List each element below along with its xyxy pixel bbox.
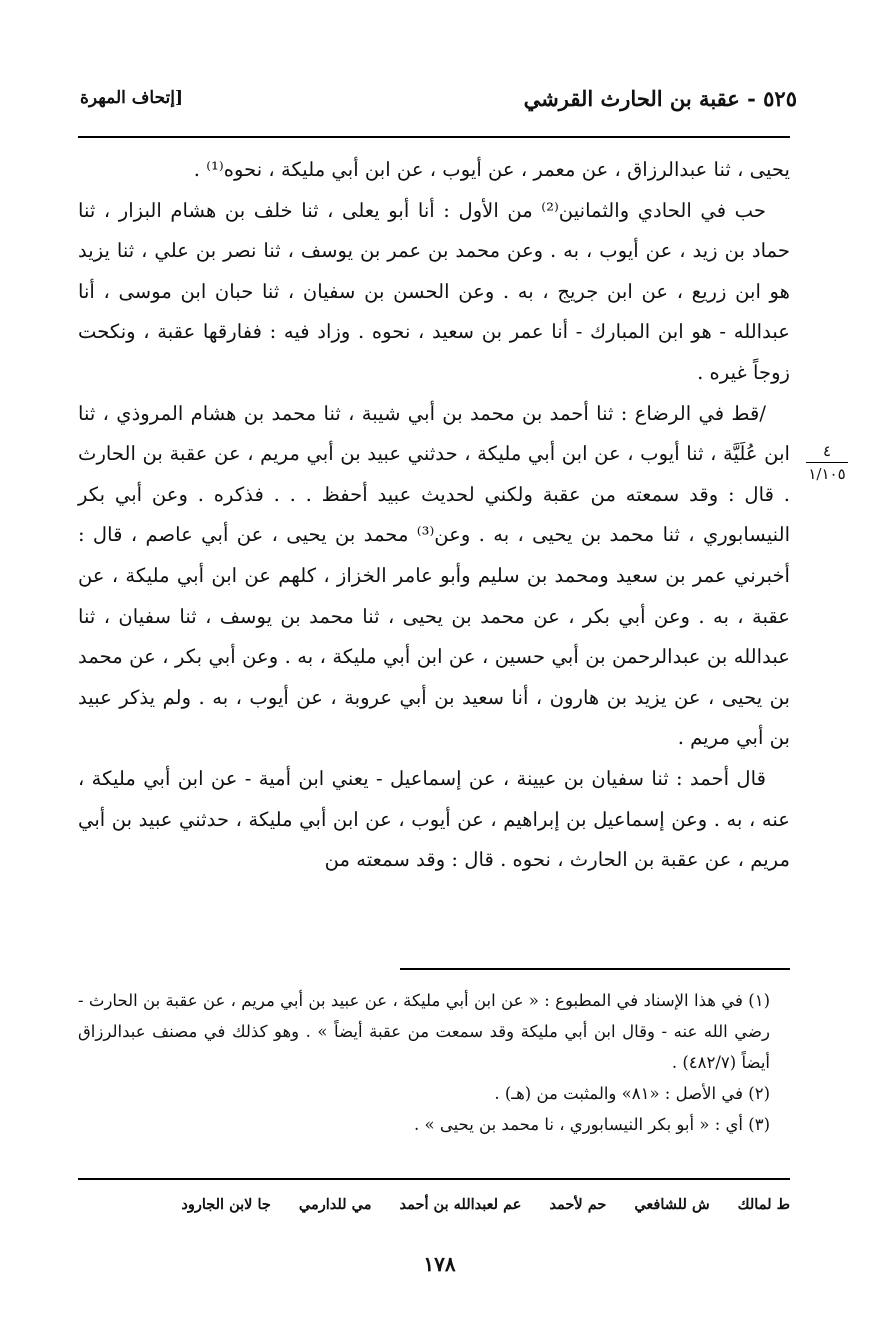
margin-divider — [806, 462, 848, 463]
footnote: (٢) في الأصل : «٨١» والمثبت من (هـ) . — [494, 1084, 770, 1103]
margin-reference — [806, 442, 848, 483]
paragraph: حب في الحادي والثمانين⁽²⁾ من الأول : أنا أبو يعلى ، ثنا خلف بن هشام البزار ، ثنا حماد بن زيد ، عن أيوب ، به . وعن محمد بن عمر بن يوسف ، ثنا نصر بن علي ، ثنا يزيد هو ابن زريع ، عن ابن جريج ، به . وعن الحسن بن سفيان ، ثنا حبان ابن موسى ، أنا عبدالله - هو ابن المبارك - أنا عمر بن سعيد ، نحوه . وزاد فيه : ففارقها عقبة ، ونكحت زوجاً غيره . — [78, 198, 790, 384]
page-number: ١٧٨ — [423, 1252, 456, 1276]
paragraph: يحيى ، ثنا عبدالرزاق ، عن معمر ، عن أيوب ، عن ابن أبي مليكة ، نحوه⁽¹⁾ . — [193, 158, 790, 181]
footnote: (٣) أي : « أبو بكر النيسابوري ، نا محمد بن يحيى » . — [413, 1115, 770, 1134]
main-text — [78, 150, 790, 881]
abbreviation: مي للدارمي — [298, 1196, 372, 1213]
chapter-title: ٥٢٥ - عقبة بن الحارث القرشي — [523, 86, 797, 111]
footnote: (١) في هذا الإسناد في المطبوع : « عن ابن أبي مليكة ، عن عبيد بن أبي مريم ، عن عقبة بن الحارث - رضي الله عنه - وقال ابن أبي مليكة وقد سمعت من عقبة أيضاً » . وهو كذلك في مصنف عبدالرزاق أيضاً (٤٨٢/٧) . — [78, 991, 770, 1072]
page-header — [80, 86, 797, 126]
margin-volume: ٤ — [822, 442, 832, 460]
abbreviation: عم لعبدالله بن أحمد — [399, 1196, 522, 1213]
abbreviation: جا لابن الجارود — [181, 1196, 271, 1213]
paragraph: /قط في الرضاع : ثنا أحمد بن محمد بن أبي شيبة ، ثنا محمد بن هشام المروذي ، ثنا ابن عُلَيَّة ، ثنا أيوب ، عن ابن أبي مليكة ، حدثني عبيد بن أبي مريم ، عن عقبة بن الحارث . قال : وقد سمعته من عقبة ولكني لحديث عبيد أحفظ . . . فذكره . وعن أبي بكر النيسابوري ، ثنا محمد بن يحيى ، به . وعن⁽³⁾ محمد بن يحيى ، عن أبي عاصم ، قال : أخبرني عمر بن سعيد ومحمد بن سليم وأبو عامر الخزاز ، كلهم عن ابن أبي مليكة ، عن عقبة ، به . وعن أبي بكر ، عن محمد بن يحيى ، ثنا محمد بن يوسف ، ثنا سفيان ، ثنا عبدالله بن عبدالرحمن بن أبي حسين ، عن ابن أبي مليكة ، به . وعن أبي بكر ، عن محمد بن يحيى ، عن يزيد بن هارون ، أنا سعيد بن أبي عروبة ، عن أيوب ، به . ولم يذكر عبيد بن أبي مريم . — [78, 401, 791, 750]
footnotes — [78, 985, 790, 1140]
book-title: [إتحاف المهرة — [80, 88, 184, 108]
sigla-rule — [78, 1178, 790, 1180]
margin-page: ١/١٠٥ — [808, 465, 846, 483]
abbreviation: حم لأحمد — [549, 1196, 607, 1213]
abbreviation: ش للشافعي — [634, 1196, 710, 1213]
paragraph: قال أحمد : ثنا سفيان بن عيينة ، عن إسماعيل - يعني ابن أمية - عن ابن أبي مليكة ، عنه ، به . وعن إسماعيل بن إبراهيم ، عن أيوب ، عن ابن أبي مليكة ، حدثني عبيد بن أبي مريم ، عن عقبة بن الحارث ، نحوه . قال : وقد سمعته من — [78, 766, 790, 872]
header-rule — [78, 136, 790, 138]
abbreviation-key — [78, 1196, 790, 1213]
abbreviation: ط لمالك — [737, 1196, 790, 1213]
footnote-rule — [400, 968, 790, 970]
